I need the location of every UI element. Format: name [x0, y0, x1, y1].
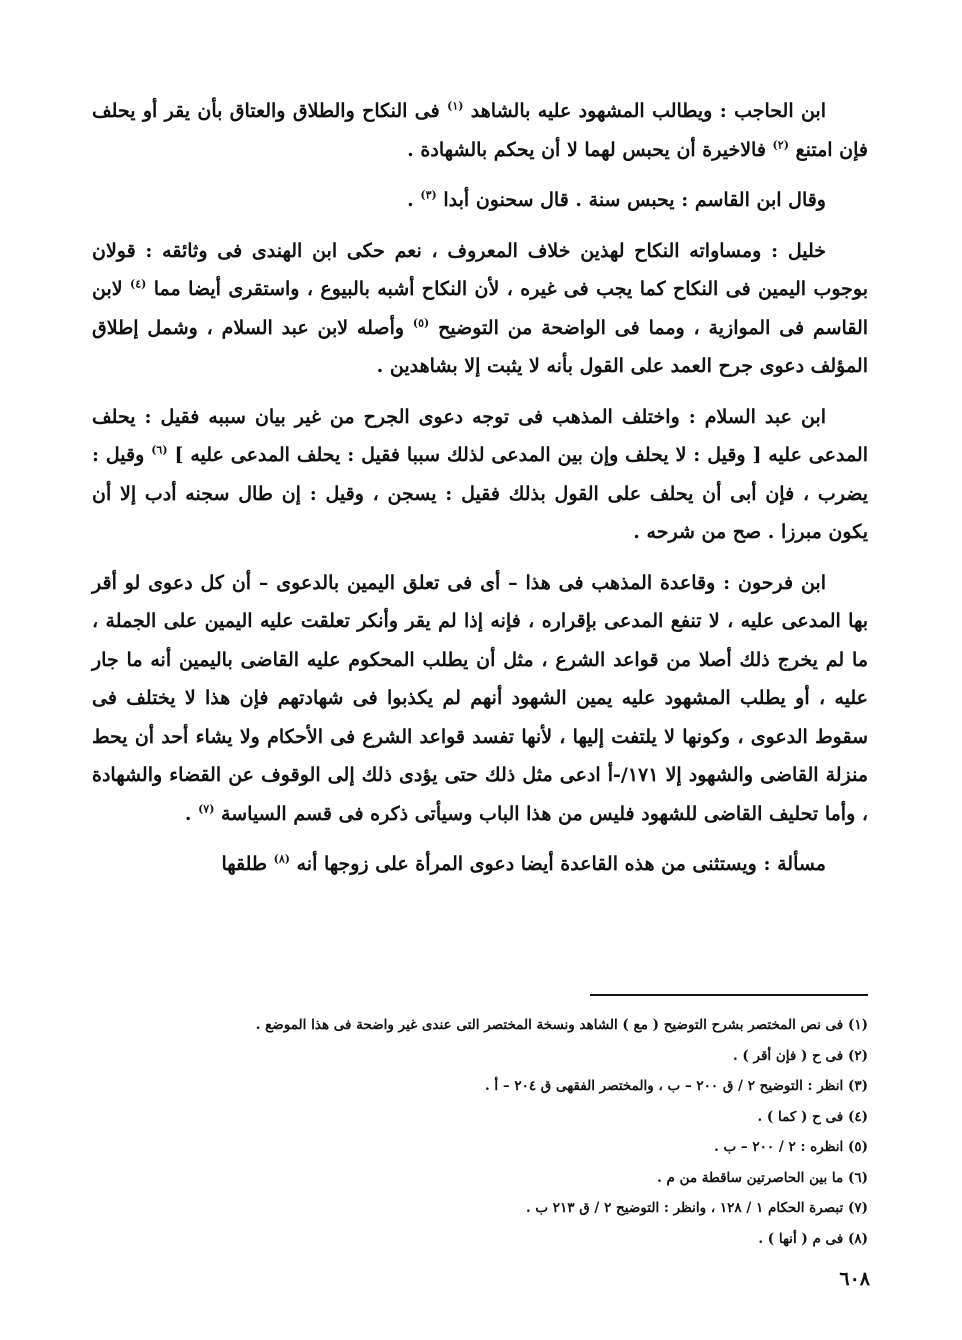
footnote-ref: (١): [447, 99, 464, 113]
footnote-item: (٤) فى ح ( كما ) .: [757, 1108, 868, 1125]
footnote-item: (٢) فى ح ( فإن أقر ) .: [733, 1047, 868, 1064]
paragraph-text: : ويستثنى من هذه القاعدة أيضا دعوى المرأة على زوجها أنه: [289, 853, 778, 875]
footnote-item: (٧) تبصرة الحكام ١ / ١٢٨ ، وانظر : التوضيح ٢ / ق ٢١٣ ب .: [525, 1200, 868, 1216]
masala-heading: مسألة: [777, 853, 826, 875]
footnote-item: (٥) انظره : ٢ / ٢٠٠ – ب .: [714, 1139, 868, 1155]
paragraph-text: وقال ابن القاسم : يحبس سنة . قال سحنون أبدا: [436, 189, 826, 211]
footnote-ref: (٦): [151, 443, 168, 457]
paragraph-text: ابن عبد السلام : واختلف المذهب فى توجه دعوى الجرح من غير بيان سببه فقيل : يحلف المدعى عليه [ وقيل : لا يحلف وإن بين المدعى لذلك سببا فقيل : يحلف المدعى عليه ]: [92, 405, 869, 466]
paragraph-khalil: [92, 232, 868, 386]
footnote-item: (١) فى نص المختصر بشرح التوضيح ( مع ) الشاهد ونسخة المختصر التى عندى غير واضحة فى هذا الموضع .: [255, 1017, 868, 1033]
paragraph-text: .: [407, 189, 421, 211]
footnote-item: (٣) انظر : التوضيح ٢ / ق ٢٠٠ – ب ، والمختصر الفقهى ق ٢٠٤ – أ .: [485, 1078, 868, 1094]
footnote-ref: (٢): [772, 138, 789, 152]
paragraph-text: .: [184, 802, 199, 825]
footnote-item: (٨) فى م ( أنها ) .: [758, 1230, 868, 1247]
paragraph-text: فالاخيرة أن يحبس لهما لا أن يحكم بالشهادة .: [407, 138, 773, 161]
paragraph-ibn-al-hajib: [92, 92, 868, 169]
paragraph-text: وأصله لابن عبد السلام ، وشمل إطلاق المؤلف دعوى جرح العمد على القول بأنه لا يثبت إلا بشاهدين .: [92, 316, 868, 377]
paragraph-text: ابن الحاجب : ويطالب المشهود عليه بالشاهد: [463, 100, 826, 122]
footnote-divider: [590, 994, 868, 996]
main-text: [92, 92, 868, 896]
footnote-ref: (٥): [412, 316, 430, 330]
paragraph-ibn-abd-al-salam: [92, 398, 868, 552]
footnote-ref: (٨): [273, 852, 290, 866]
paragraph-masala: [92, 845, 868, 884]
page-number: ٦٠٨: [839, 1268, 870, 1290]
paragraph-text: خليل : ومساواته النكاح لهذين خلاف المعروف ، نعم حكى ابن الهندى فى وثائقه : قولان بوجوب اليمين فى النكاح كما يجب فى غيره ، لأن النكاح أشبه بالبيوع ، واستقرى أيضا مما: [92, 239, 868, 300]
footnote-ref: (٧): [198, 802, 215, 816]
paragraph-text: لابن القاسم فى الموازية ، ومما فى الواضحة من التوضيح: [92, 278, 869, 339]
paragraph-ibn-farhun: [92, 564, 868, 834]
footnote-item: (٦) ما بين الحاصرتين ساقطة من م .: [657, 1169, 868, 1186]
paragraph-text: ابن فرحون : وقاعدة المذهب فى هذا – أى فى تعلق اليمين بالدعوى – أن كل دعوى لو أقر بها المدعى عليه ، لا تنفع المدعى بإقراره ، فإنه إذا لم يقر وأنكر تعلقت عليه اليمين على الجملة ، ما لم يخرج ذلك أصلا من قواعد الشرع ، مثل أن يطلب المحكوم عليه القاضى باليمين أنه ما جار عليه ، أو يطلب المشهود عليه يمين الشهود أنهم لم يكذبوا فى شهادتهم فإن هذا لا يختلف فى سقوط الدعوى ، وكونها لا يلتفت إليها ، لأنها تفسد قواعد الشرع فى الأحكام ولا يشاء أحد أن يحط منزلة القاضى والشهود إلا ١٧١/-أ ادعى مثل ذلك حتى يؤدى ذلك إلى الوقوف عن القضاء والشهادة ، وأما تحليف القاضى للشهود فليس من هذا الباب وسيأتى ذكره فى قسم السياسة: [92, 571, 868, 825]
paragraph-ibn-al-qasim: [92, 181, 868, 220]
footnote-ref: (٣): [420, 188, 437, 202]
footnote-ref: (٤): [130, 277, 147, 291]
footnotes: [92, 1010, 868, 1254]
paragraph-text: طلقها: [221, 853, 274, 875]
paragraph-text: فى النكاح والطلاق والعتاق بأن يقر أو يحلف فإن امتنع: [92, 100, 868, 161]
paragraph-text: وقيل : يضرب ، فإن أبى أن يحلف على القول بذلك فقيل : يسجن ، وقيل : إن طال سجنه أدب إلا أن يكون مبرزا . صح من شرحه .: [92, 444, 868, 543]
